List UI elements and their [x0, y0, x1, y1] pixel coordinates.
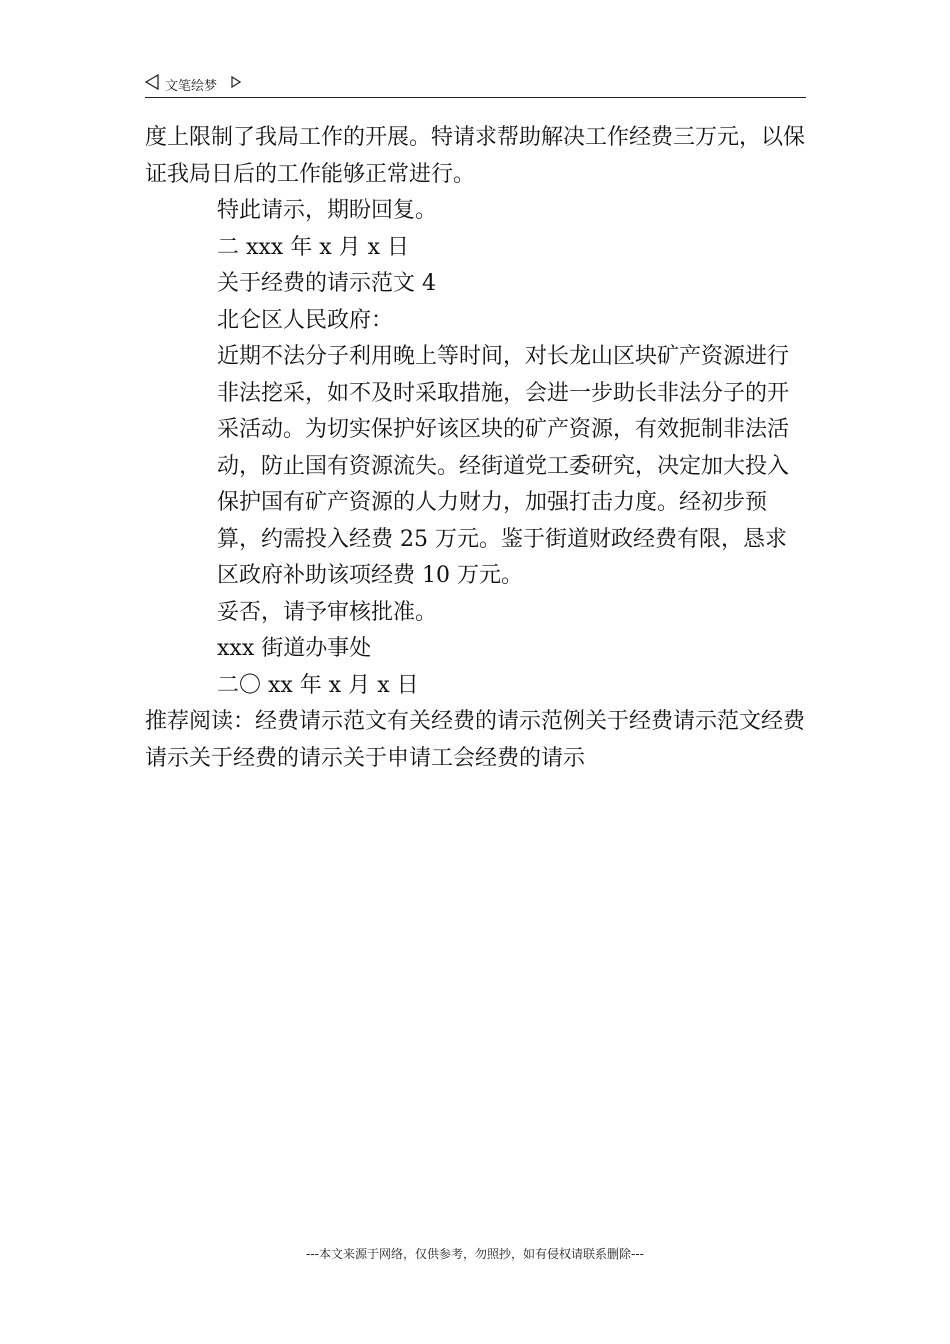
triangle-right-icon [231, 76, 241, 88]
recommended-reading: 推荐阅读：经费请示范文有关经费的请示范例关于经费请示范文经费请示关于经费的请示关于申请工会经费的请示 [145, 709, 806, 771]
header-title: 文笔绘梦 [165, 79, 218, 94]
page-header [145, 72, 806, 98]
paragraph: 妥否，请予审核批准。 [217, 599, 438, 625]
page-footer: ---本文来源于网络，仅供参考，勿照抄，如有侵权请联系删除--- [306, 1247, 644, 1261]
paragraph: 度上限制了我局工作的开展。特请求帮助解决工作经费三万元，以保证我局日后的工作能够正常进行。 [145, 125, 806, 187]
document-body [145, 120, 806, 777]
paragraph: 近期不法分子利用晚上等时间，对长龙山区块矿产资源进行非法挖采，如不及时采取措施，会进一步助长非法分子的开采活动。为切实保护好该区块的矿产资源，有效扼制非法活动，防止国有资源流失。经街道党工委研究，决定加大投入保护国有矿产资源的人力财力，加强打击力度。经初步预算，约需投入经费 25 万元。鉴于街道财政经费有限，恳求区政府补助该项经费 10 万元。 [217, 344, 790, 588]
paragraph: 特此请示，期盼回复。 [217, 198, 438, 223]
date-line: 二 xxx 年 x 月 x 日 [217, 234, 409, 260]
section-title: 关于经费的请示范文 4 [217, 271, 436, 296]
addressee: 北仑区人民政府： [217, 307, 394, 333]
triangle-left-icon [145, 74, 159, 90]
date-line: 二〇 xx 年 x 月 x 日 [217, 672, 419, 698]
signature: xxx 街道办事处 [217, 636, 372, 661]
